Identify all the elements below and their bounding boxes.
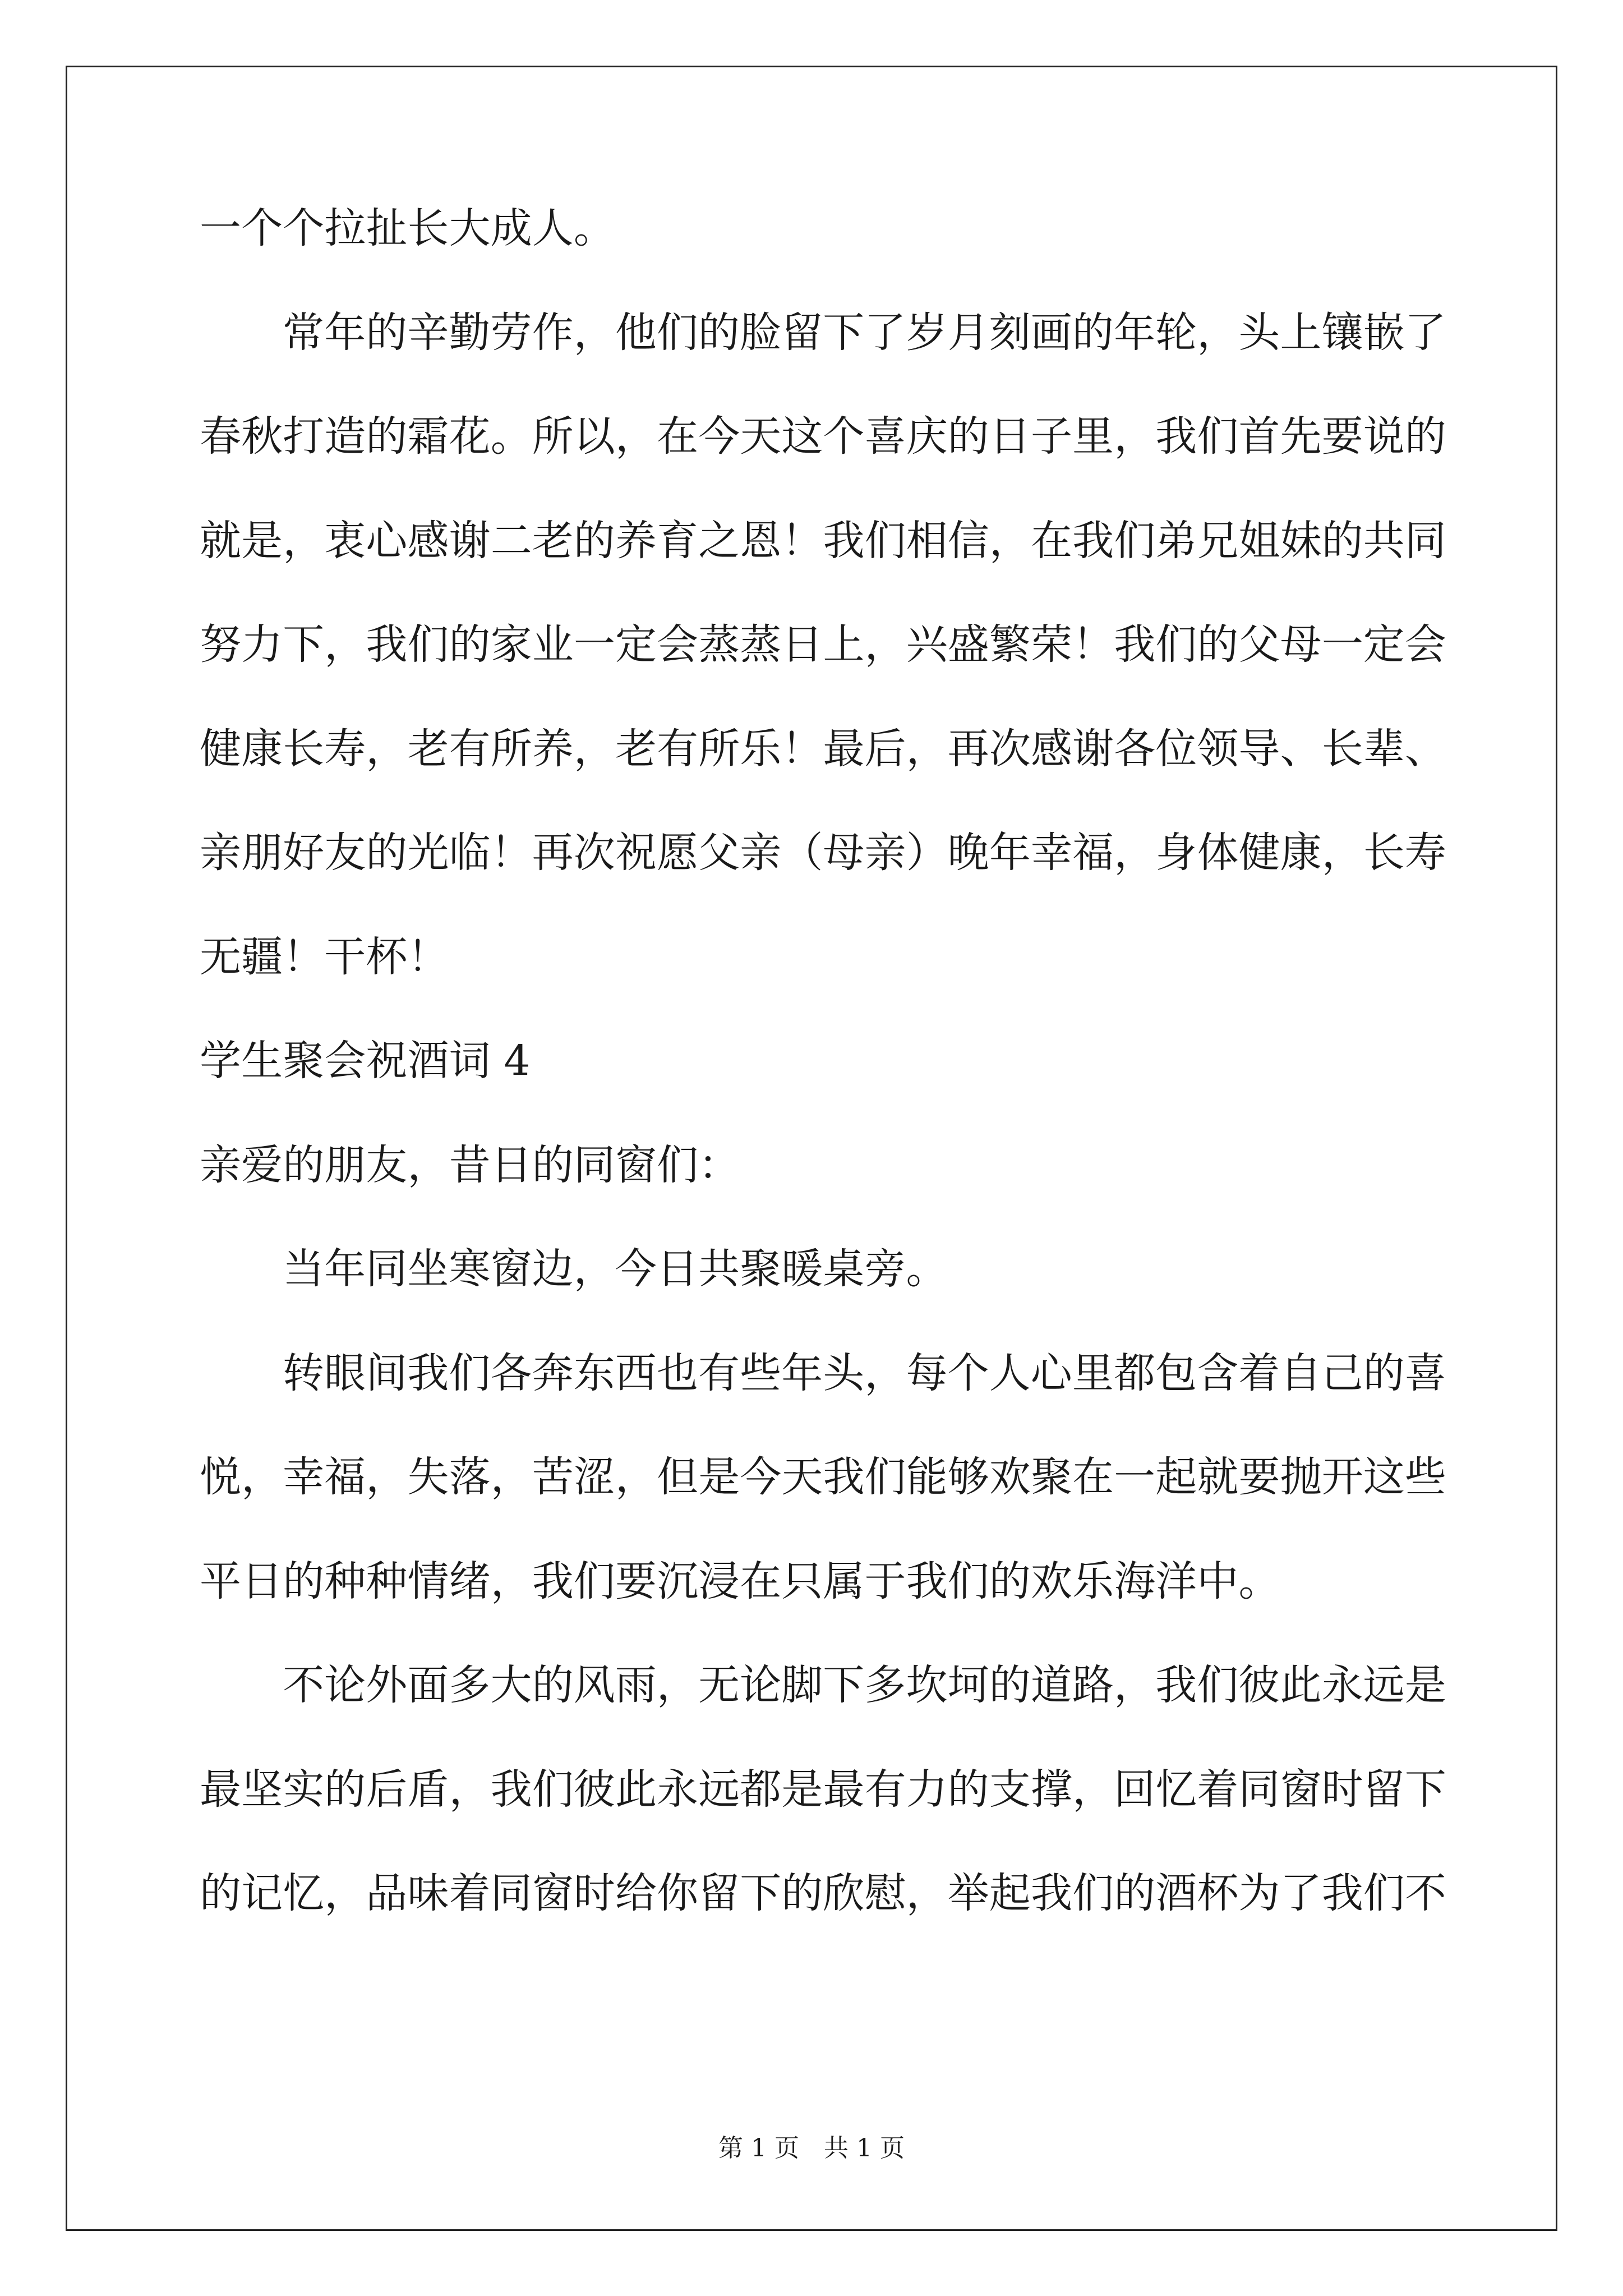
line-text: 努力下，我们的家业一定会蒸蒸日上，兴盛繁荣！我们的父母一定会 <box>200 620 1446 669</box>
text-line <box>200 516 1446 624</box>
line-text: 转眼间我们各奔东西也有些年头，每个人心里都包含着自己的喜 <box>283 1349 1446 1397</box>
document-body <box>200 204 1446 1977</box>
salutation-line <box>200 1140 1433 1249</box>
text-line <box>200 1661 1446 1769</box>
text-line <box>200 1557 1433 1665</box>
line-text: 春秋打造的霜花。所以，在今天这个喜庆的日子里，我们首先要说的 <box>200 412 1446 461</box>
text-line <box>200 412 1446 520</box>
text-line <box>200 829 1446 936</box>
text-line <box>200 724 1446 832</box>
line-text: 最坚实的后盾，我们彼此永远都是最有力的支撑，回忆着同窗时留下 <box>200 1765 1446 1814</box>
line-text: 悦，幸福，失落，苦涩，但是今天我们能够欢聚在一起就要抛开这些 <box>200 1453 1446 1501</box>
line-text: 一个个拉扯长大成人。 <box>200 204 615 252</box>
text-line <box>200 620 1446 728</box>
heading-text: 学生聚会祝酒词 4 <box>200 1037 531 1085</box>
text-line <box>200 1245 1433 1352</box>
section-heading <box>200 1037 1433 1144</box>
line-text: 常年的辛勤劳作，他们的脸留下了岁月刻画的年轮，头上镶嵌了 <box>283 308 1446 357</box>
text-line <box>200 1765 1446 1873</box>
text-line <box>200 204 1433 312</box>
line-text: 健康长寿，老有所养，老有所乐！最后，再次感谢各位领导、长辈、 <box>200 724 1446 773</box>
text-line <box>200 308 1446 416</box>
text-line <box>200 1453 1446 1561</box>
line-text: 平日的种种情绪，我们要沉浸在只属于我们的欢乐海洋中。 <box>200 1557 1280 1605</box>
text-line <box>200 1349 1446 1457</box>
line-text: 亲爱的朋友，昔日的同窗们： <box>200 1140 740 1189</box>
line-text: 就是，衷心感谢二老的养育之恩！我们相信，在我们弟兄姐妹的共同 <box>200 516 1446 565</box>
line-text: 当年同坐寒窗边，今日共聚暖桌旁。 <box>283 1245 948 1293</box>
text-line <box>200 932 1433 1041</box>
line-text: 的记忆，品味着同窗时给你留下的欣慰，举起我们的酒杯为了我们不 <box>200 1869 1446 1917</box>
line-text: 不论外面多大的风雨，无论脚下多坎坷的道路，我们彼此永远是 <box>283 1661 1446 1709</box>
page-footer <box>0 2136 1623 2161</box>
line-text: 亲朋好友的光临！再次祝愿父亲（母亲）晚年幸福，身体健康，长寿 <box>200 829 1446 877</box>
page-number: 第 1 页 共 1 页 <box>718 2134 905 2162</box>
line-text: 无疆！干杯！ <box>200 932 449 981</box>
text-line <box>200 1869 1446 1977</box>
